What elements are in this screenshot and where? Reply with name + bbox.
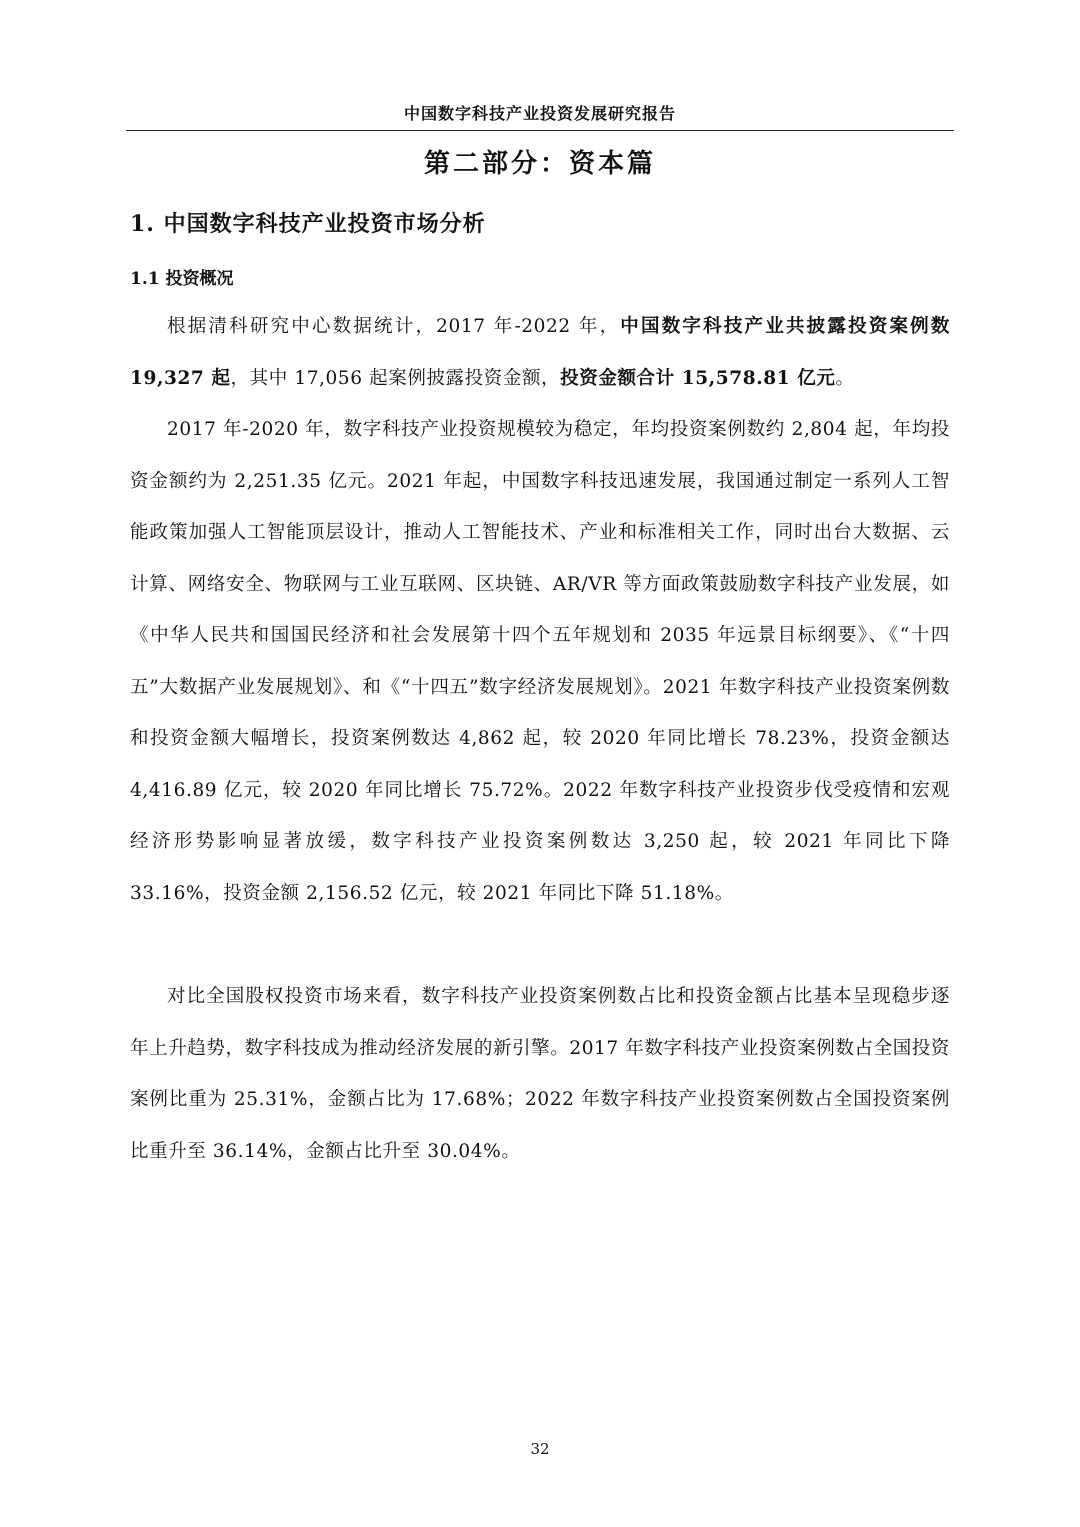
p1-bold-case-count: 中国数字科技产业共披露投资案例数 19,327 起 (130, 316, 950, 389)
paragraph-market-share (130, 971, 950, 1177)
paragraph-1 (130, 301, 950, 404)
paragraph-3: 对比全国股权投资市场来看，数字科技产业投资案例数占比和投资金额占比基本呈现稳步逐年上升趋势，数字科技成为推动经济发展的新引擎。2017 年数字科技产业投资案例数占全国投资案例比重为 25.31%，金额占比为 17.68%；2022 年数字科技产业投资案例数占全国投资案例比重升至 36.14%，金额占比升至 30.04%。 (130, 986, 950, 1162)
p1-text-1: 根据清科研究中心数据统计，2017 年-2022 年， (167, 316, 621, 337)
p1-bold-total-amount: 投资金额合计 15,578.81 亿元 (560, 367, 836, 389)
paragraph-trend-analysis (130, 404, 950, 919)
paragraph-overview-summary (130, 301, 950, 404)
p1-text-2: ，其中 17,056 起案例披露投资金额， (230, 367, 561, 389)
header-divider (126, 130, 954, 131)
page-number: 32 (530, 1440, 550, 1458)
paragraph-2: 2017 年-2020 年，数字科技产业投资规模较为稳定，年均投资案例数约 2,804 起，年均投资金额约为 2,251.35 亿元。2021 年起，中国数字科技迅速发展，我国通过制定一系列人工智能政策加强人工智能顶层设计，推动人工智能技术、产业和标准相关工作，同时出台大数据、云计算、网络安全、物联网与工业互联网、区块链、AR/VR 等方面政策鼓励数字科技产业发展，如《中华人民共和国国民经济和社会发展第十四个五年规划和 2035 年远景目标纲要》、《“十四五”大数据产业发展规划》、和《“十四五”数字经济发展规划》。2021 年数字科技产业投资案例数和投资金额大幅增长，投资案例数达 4,862 起，较 2020 年同比增长 78.23%，投资金额达 4,416.89 亿元，较 2020 年同比增长 75.72%。2022 年数字科技产业投资步伐受疫情和宏观经济形势影响显著放缓，数字科技产业投资案例数达 3,250 起，较 2021 年同比下降 33.16%，投资金额 2,156.52 亿元，较 2021 年同比下降 51.18%。 (130, 419, 950, 904)
part-title: 第二部分：资本篇 (423, 149, 656, 179)
section-heading: 1. 中国数字科技产业投资市场分析 (130, 211, 486, 237)
p1-text-3: 。 (835, 367, 855, 389)
subsection-heading: 1.1 投资概况 (130, 269, 234, 289)
running-header: 中国数字科技产业投资发展研究报告 (403, 104, 676, 123)
